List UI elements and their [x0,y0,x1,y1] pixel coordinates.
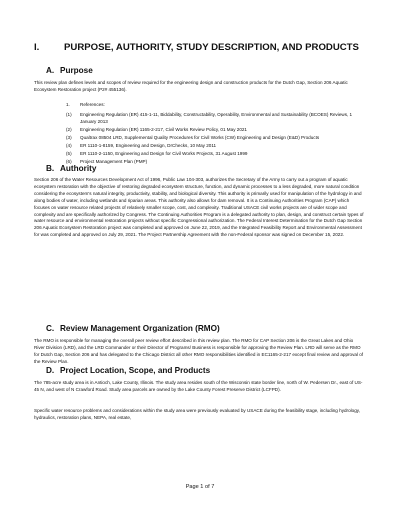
authority-title: Authority [60,164,97,173]
page-footer: Page 1 of 7 [185,484,215,490]
reference-number: (1) [66,112,72,117]
references-list-header [66,102,105,107]
reference-item [66,151,366,158]
reference-number: (2) [66,126,72,132]
section-heading [34,42,374,53]
location-heading [46,366,210,375]
authority-text: Section 206 of the Water Resources Development Act of 1996, Public Law 104-303, authorizes the Secretary of the Army to carry out a program of aquatic ecosystem restoration with the objective of restoring degraded ecosystem structure, function, and dynamic processes to a less degraded, more natural condition considering the ecosystem's natural integrity, productivity, stability, and biological diversity. This authority is primarily used for manipulation of the hydrology in and along bodies of water, including wetlands and riparian areas. This authority also allows for dam removal. It is a Continuing Authorities Program (CAP) which focuses on water resource related projects of relatively smaller scope, cost, and complexity. Traditional USACE civil works projects are of wider scope and complexity and are specifically authorized by Congress. The Continuing Authorities Program is a delegated authority to plan, design, and construct certain types of water resource and environmental restoration projects without specific Congressional authorization. The Federal Interest Determination for the Dutch Gap Section 206 Aquatic Ecosystem Restoration project was completed and approved on June 22, 2019, and the Integrated Feasibility Report and Environmental Assessment for was completed and approved on July 29, 2021. The Project Partnership Agreement with the non-Federal sponsor was signed on December 15, 2022. [34,177,364,238]
purpose-title: Purpose [60,66,93,75]
rmo-heading [46,324,220,333]
rmo-letter: C. [46,324,55,333]
purpose-text: This review plan defines levels and scopes of review required for the engineering design and construction products for the Dutch Gap, Section 206 Aquatic Ecosystem Restoration project (P2# 455136). [34,80,348,92]
reference-item [66,127,366,134]
authority-paragraph [34,177,365,239]
reference-number: (4) [66,142,72,148]
reference-number: (5) [66,150,72,156]
reference-text: Engineering Regulation (ER) 415-1-11, Biddability, Constructability, Operability, Environmental and Sustainability (BCOES) Reviews, 1 January 2013 [80,112,353,124]
reference-text: ER 1110-1-8159, Engineering and Design, DrChecks, 10 May 2011 [80,142,217,148]
reference-item [66,143,366,150]
reference-text: ER 1110-2-1150, Engineering and Design for Civil Works Projects, 31 August 1999 [80,150,248,156]
location-paragraph-2 [34,408,365,422]
authority-letter: B. [46,164,55,173]
list-number: 1. [66,102,70,107]
rmo-paragraph [34,338,365,366]
reference-item [66,112,366,126]
purpose-paragraph [34,80,365,94]
purpose-letter: A. [46,66,55,75]
location-text-1: The 785-acre study area is in Antioch, Lake County, Illinois. The study area resides south of the Wisconsin state border line, north of W. Pedersen Dr., east of US-45 N, and west of N Crawford Road. Study area parcels are owned by the Lake County Forest Preserve District (LCFPD). [34,380,363,392]
reference-text: Engineering Regulation (ER) 1165-2-217, Civil Works Review Policy, 01 May 2021 [80,126,247,132]
location-letter: D. [46,366,55,375]
list-title: References: [80,102,105,107]
reference-text: Qualtrax 08504 LRD, Supplemental Quality Procedures for Civil Works (CW) Engineering and Design (E&D) Products [80,134,320,140]
purpose-heading [46,66,93,75]
references-list [66,112,366,167]
reference-text: Project Management Plan (PMP) [80,158,148,164]
reference-item [66,159,366,166]
authority-heading [46,164,96,173]
rmo-title: Review Management Organization (RMO) [60,324,220,333]
reference-number: (6) [66,158,72,164]
section-title: PURPOSE, AUTHORITY, STUDY DESCRIPTION, AND PRODUCTS [64,42,359,53]
section-number: I. [34,42,40,53]
location-text-2: Specific water resource problems and considerations within the study area were previously evaluated by USACE during the feasibility stage, including hydrology, hydraulics, restoration plans, NEPA, real estate, [34,408,360,420]
location-title: Project Location, Scope, and Products [60,366,211,375]
location-paragraph-1 [34,380,365,394]
rmo-text: The RMO is responsible for managing the overall peer review effort described in this review plan. The RMO for CAP Section 206 is the Great Lakes and Ohio River Division (LRD), and the LRD Commander or their Director of Programs/ Business is responsible for approving the Review Plan. LRD will serve as the RMO for Dutch Gap, Section 206 and has delegated to the Chicago District all other RMO responsibilities identified in EC1165-2-217 except final review and approval of the Review Plan. [34,338,364,364]
reference-item [66,135,366,142]
reference-number: (3) [66,134,72,140]
